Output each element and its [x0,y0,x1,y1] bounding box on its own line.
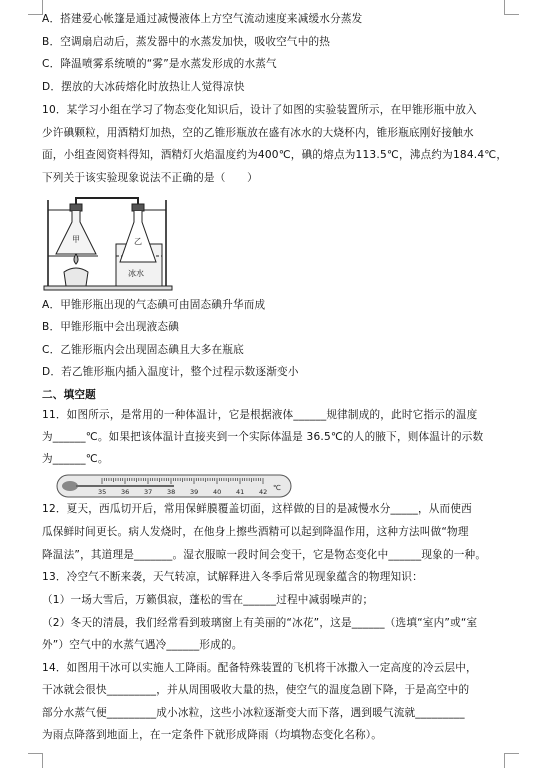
iodine-apparatus-figure [42,192,182,292]
q13-line-1: 13．冷空气不断来袭，天气转凉，试解释进入冬季后常见现象蕴含的物理知识： [42,571,423,583]
q10-option-a: A．甲锥形瓶出现的气态碘可由固态碘升华而成 [42,299,266,311]
q11-line-2: 为______℃。如果把该体温计直接夹到一个实际体温是 36.5℃的人的腋下，则体温计的示数 [42,431,484,443]
section-heading: 二、填空题 [42,389,96,401]
q10-option-d: D．若乙锥形瓶内插入温度计，整个过程示数逐渐变小 [42,366,299,378]
q12-line-1: 12．夏天，西瓜切开后，常用保鲜膜覆盖切面，这样做的目的是减慢水分_____，从而使西 [42,503,472,515]
q10-stem-line-3: 面，小组查阅资料得知，酒精灯火焰温度约为400℃，碘的熔点为113.5℃，沸点约为184.4℃， [42,149,508,161]
thermometer-tick-label: 39 [190,488,199,496]
crop-mark [28,0,43,15]
thermometer-tick-label: 40 [213,488,222,496]
beaker-label: 冰水 [128,269,144,278]
q10-stem-line-1: 10．某学习小组在学习了物态变化知识后，设计了如图的实验装置所示，在甲锥形瓶中放入 [42,104,477,116]
stand-base [44,286,172,290]
q14-line-2: 干冰就会很快_________，并从周围吸收大量的热，使空气的温度急剧下降，于是高空中的 [42,684,470,696]
thermometer-tick-label: 42 [259,488,268,496]
thermometer-figure [56,474,292,498]
q13-line-4: 外”）空气中的水蒸气遇冷______形成的。 [42,639,243,651]
q13-line-2: （1）一场大雪后，万籁俱寂，蓬松的雪在______过程中减弱噪声的； [42,594,374,606]
q9-option-a: A．搭建爱心帐篷是通过减慢液体上方空气流动速度来减缓水分蒸发 [42,13,363,25]
thermometer-tick-label: 38 [167,488,176,496]
q9-option-c: C．降温喷雾系统喷的“雾”是水蒸发形成的水蒸气 [42,58,277,70]
q14-line-3: 部分水蒸气便_________成小冰粒，这些小冰粒逐渐变大而下落，遇到暖气流就_________ [42,707,465,719]
q13-line-3: （2）冬天的清晨，我们经常看到玻璃窗上有美丽的“冰花”，这是______（选填“室内”或“室 [42,617,478,629]
flask-b-label: 乙 [134,237,142,246]
q10-option-c: C．乙锥形瓶内会出现固态碘且大多在瓶底 [42,344,244,356]
thermometer-tick-label: 35 [98,488,107,496]
q10-stem-line-2: 少许碘颗粒，用酒精灯加热，空的乙锥形瓶放在盛有冰水的大烧杯内，锥形瓶底刚好接触水 [42,127,474,139]
q14-line-4: 为雨点降落到地面上，在一定条件下就形成降雨（均填物态变化名称）。 [42,729,383,741]
flask-a-label: 甲 [72,235,80,244]
thermometer-tick-label: 36 [121,488,130,496]
crop-mark [504,753,519,768]
flame [74,254,78,264]
alcohol-lamp [64,268,88,286]
crop-mark [28,753,43,768]
crop-mark [504,0,519,15]
q12-line-3: 降温法”，其道理是_______。湿衣服晾一段时间会变干，它是物态变化中______现象的一种。 [42,549,487,561]
thermometer-unit: ℃ [273,484,281,492]
q14-line-1: 14．如图用干冰可以实施人工降雨。配备特殊装置的飞机将干冰撒入一定高度的冷云层中， [42,662,477,674]
q9-option-b: B．空调扇启动后，蒸发器中的水蒸发加快，吸收空气中的热 [42,36,331,48]
flask-a [56,211,96,254]
q10-option-b: B．甲锥形瓶中会出现液态碘 [42,321,179,333]
q11-line-1: 11．如图所示，是常用的一种体温计，它是根据液体______规律制成的，此时它指示的温度 [42,409,478,421]
thermometer-tick-label: 41 [236,488,245,496]
q10-stem-line-4: 下列关于该实验现象说法不正确的是（ ） [42,172,258,184]
thermometer-bulb [62,481,78,491]
q11-line-3: 为______℃。 [42,453,109,465]
thermometer-tick-label: 37 [144,488,153,496]
q12-line-2: 瓜保鲜时间更长。病人发烧时，在他身上擦些酒精可以起到降温作用，这种方法叫做“物理 [42,526,469,538]
q9-option-d: D．摆放的大冰砖熔化时放热让人觉得凉快 [42,81,245,93]
